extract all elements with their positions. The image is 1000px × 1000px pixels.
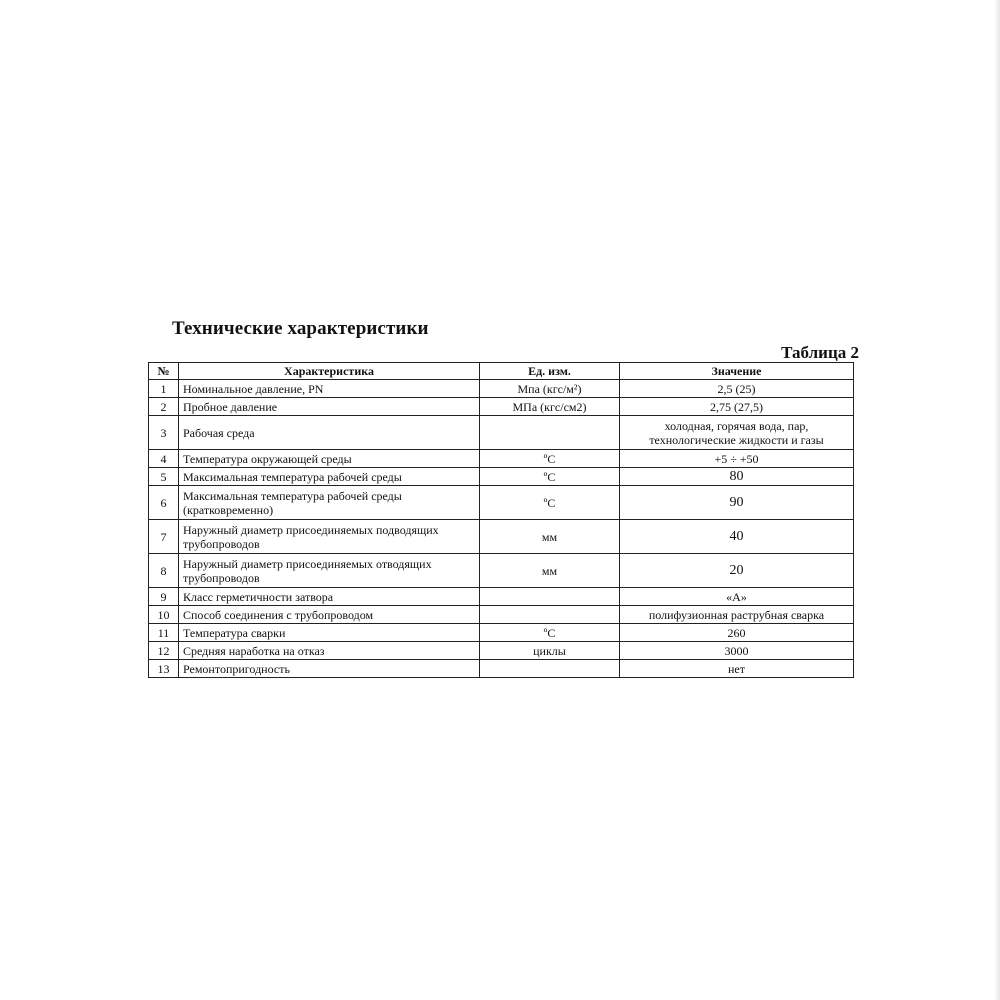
column-header-value: Значение: [620, 363, 854, 380]
row-characteristic: Температура сварки: [179, 624, 480, 642]
table-row: [149, 520, 854, 554]
row-number: 8: [149, 554, 179, 588]
page-edge-shadow: [994, 0, 1000, 1000]
row-characteristic: Температура окружающей среды: [179, 450, 480, 468]
table-row: [149, 380, 854, 398]
row-value: 40: [620, 520, 854, 554]
row-characteristic: Ремонтопригодность: [179, 660, 480, 678]
row-characteristic: Пробное давление: [179, 398, 480, 416]
row-number: 12: [149, 642, 179, 660]
table-row: [149, 642, 854, 660]
table-row: [149, 606, 854, 624]
row-value: «А»: [620, 588, 854, 606]
table-row: [149, 486, 854, 520]
row-characteristic: Рабочая среда: [179, 416, 480, 450]
row-characteristic: Максимальная температура рабочей среды: [179, 468, 480, 486]
table-row: [149, 450, 854, 468]
row-number: 7: [149, 520, 179, 554]
row-unit: [480, 660, 620, 678]
row-number: 9: [149, 588, 179, 606]
row-number: 1: [149, 380, 179, 398]
row-number: 4: [149, 450, 179, 468]
row-characteristic: Класс герметичности затвора: [179, 588, 480, 606]
row-value: полифузионная раструбная сварка: [620, 606, 854, 624]
row-number: 11: [149, 624, 179, 642]
row-value: 3000: [620, 642, 854, 660]
row-value: 2,5 (25): [620, 380, 854, 398]
row-characteristic: Максимальная температура рабочей среды (кратковременно): [179, 486, 480, 520]
row-number: 3: [149, 416, 179, 450]
row-characteristic: Наружный диаметр присоединяемых подводящих трубопроводов: [179, 520, 480, 554]
row-value: холодная, горячая вода, пар, технологические жидкости и газы: [620, 416, 854, 450]
row-characteristic: Способ соединения с трубопроводом: [179, 606, 480, 624]
table-row: [149, 416, 854, 450]
row-unit: [480, 588, 620, 606]
row-unit: ºС: [480, 486, 620, 520]
table-row: [149, 554, 854, 588]
row-unit: циклы: [480, 642, 620, 660]
table-row: [149, 468, 854, 486]
column-header-characteristic: Характеристика: [179, 363, 480, 380]
row-characteristic: Средняя наработка на отказ: [179, 642, 480, 660]
row-unit: МПа (кгс/см2): [480, 398, 620, 416]
row-number: 10: [149, 606, 179, 624]
row-value: 90: [620, 486, 854, 520]
column-header-number: №: [149, 363, 179, 380]
row-number: 13: [149, 660, 179, 678]
document-title: Технические характеристики: [172, 318, 429, 339]
table-caption: Таблица 2: [781, 343, 859, 362]
row-unit: Мпа (кгс/м²): [480, 380, 620, 398]
row-number: 2: [149, 398, 179, 416]
row-unit: ºС: [480, 450, 620, 468]
row-value: +5 ÷ +50: [620, 450, 854, 468]
row-characteristic: Наружный диаметр присоединяемых отводящих трубопроводов: [179, 554, 480, 588]
table-row: [149, 588, 854, 606]
specifications-table: [148, 362, 854, 678]
row-number: 6: [149, 486, 179, 520]
row-value: 2,75 (27,5): [620, 398, 854, 416]
table-row: [149, 624, 854, 642]
row-unit: [480, 416, 620, 450]
row-value: 20: [620, 554, 854, 588]
table-header-row: [149, 363, 854, 380]
row-unit: ºС: [480, 624, 620, 642]
row-characteristic: Номинальное давление, PN: [179, 380, 480, 398]
row-number: 5: [149, 468, 179, 486]
row-value: 80: [620, 468, 854, 486]
table-row: [149, 398, 854, 416]
table-row: [149, 660, 854, 678]
row-unit: ºС: [480, 468, 620, 486]
row-unit: [480, 606, 620, 624]
row-unit: мм: [480, 520, 620, 554]
row-value: нет: [620, 660, 854, 678]
column-header-unit: Ед. изм.: [480, 363, 620, 380]
row-unit: мм: [480, 554, 620, 588]
row-value: 260: [620, 624, 854, 642]
